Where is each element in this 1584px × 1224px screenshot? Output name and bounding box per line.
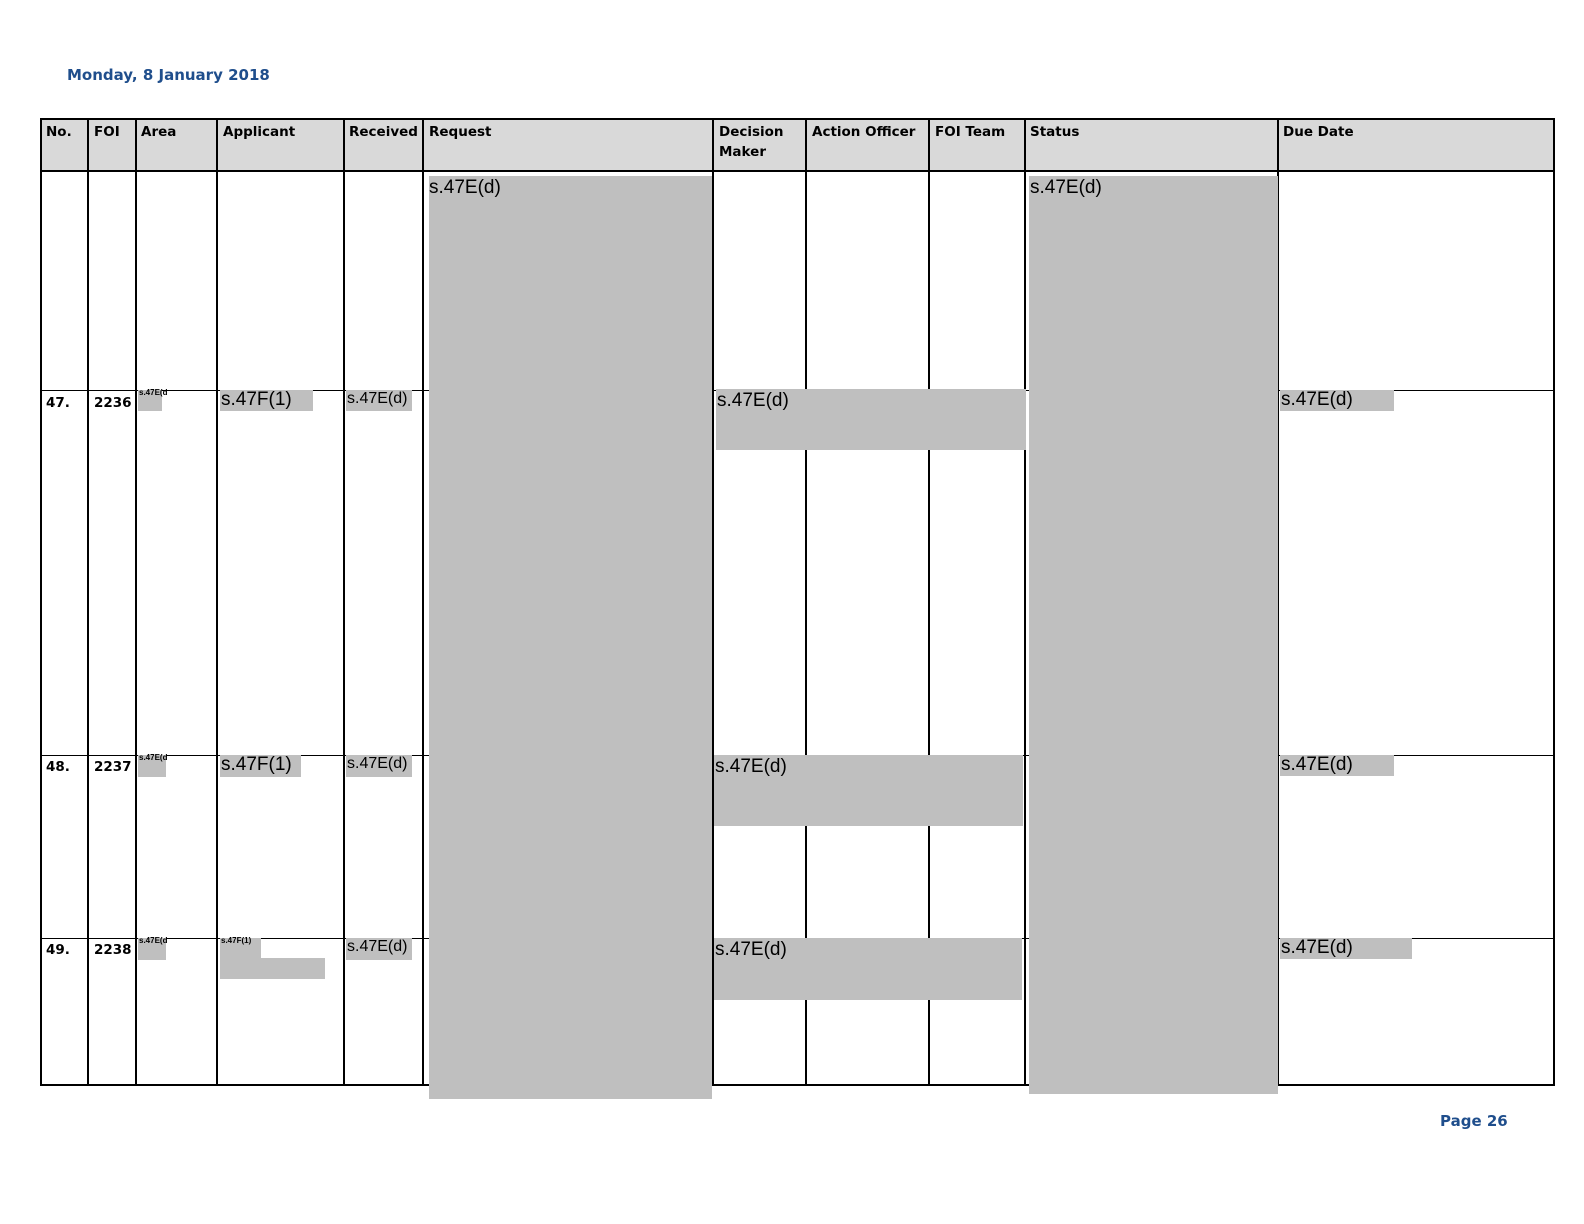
- received-redaction-label: s.47E(d): [347, 938, 408, 955]
- status-redaction-label: s.47E(d): [1030, 177, 1102, 198]
- header-foi: FOI: [94, 124, 120, 140]
- row-number: 48.: [46, 759, 70, 775]
- header-due-date: Due Date: [1283, 124, 1354, 140]
- header-decision-maker-line1: Decision: [719, 124, 784, 140]
- header-area: Area: [141, 124, 177, 140]
- header-action-officer: Action Officer: [812, 124, 916, 140]
- foi-register-table: [40, 118, 1555, 1086]
- applicant-redaction-label: s.47F(1): [221, 754, 292, 775]
- foi-number: 2237: [94, 759, 132, 775]
- row-number: 47.: [46, 395, 70, 411]
- header-received: Received: [349, 124, 418, 140]
- applicant-redaction-label: s.47F(1): [221, 389, 292, 410]
- foi-number: 2236: [94, 395, 132, 411]
- header-decision-maker-line2: Maker: [719, 144, 766, 160]
- decision-maker-label: s.47E(d): [715, 939, 787, 960]
- decision-maker-label: s.47E(d): [717, 390, 789, 411]
- received-redaction-label: s.47E(d): [347, 390, 408, 407]
- area-redaction-label: s.47E(d: [139, 936, 168, 945]
- request-redaction-label: s.47E(d): [429, 177, 501, 198]
- foi-number: 2238: [94, 942, 132, 958]
- page-date: Monday, 8 January 2018: [67, 66, 270, 84]
- decision-maker-label: s.47E(d): [715, 756, 787, 777]
- header-status: Status: [1030, 124, 1080, 140]
- request-redaction: [429, 176, 712, 1099]
- page-number: Page 26: [1440, 1112, 1508, 1130]
- header-request: Request: [429, 124, 492, 140]
- header-no: No.: [46, 124, 72, 140]
- area-redaction-label: s.47E(d: [139, 388, 168, 397]
- area-redaction-label: s.47E(d: [139, 753, 168, 762]
- due-date-redaction-label: s.47E(d): [1281, 389, 1353, 410]
- received-redaction-label: s.47E(d): [347, 755, 408, 772]
- due-date-redaction-label: s.47E(d): [1281, 754, 1353, 775]
- header-applicant: Applicant: [223, 124, 296, 140]
- header-foi-team: FOI Team: [935, 124, 1006, 140]
- applicant-redaction-label: s.47F(1): [221, 936, 252, 945]
- applicant-redaction: [220, 958, 325, 979]
- status-redaction: [1029, 176, 1278, 1094]
- due-date-redaction-label: s.47E(d): [1281, 937, 1353, 958]
- row-number: 49.: [46, 942, 70, 958]
